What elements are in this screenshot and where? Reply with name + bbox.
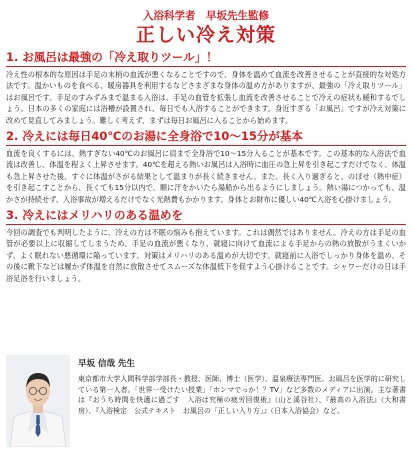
section-body-3: 今回の調査でも判明したように、冷えの方は不眠の悩みも抱えています。これは偶然ではありません。冷えの方は手足の血管が必要以上に収縮してしまうため、手足の血流が悪くなり、就寝に向けて血流による手足からの熱の放散がうまくいかず、よく眠れない悪循環に陥っています。対策はメリハリのある温めが大切です。就寝前に入浴でしっかり身体を温め、その後に靴下などは履かず体温を自然に放散させてスムーズな体温低下を促すよう心掛けることです。シャワーだけの日は手浴足浴を行いましょう。: [6, 228, 406, 283]
section-heading-text-1a: お風呂は最強の: [22, 50, 103, 64]
section-body-2: 血流を良くするには、熱すぎない40℃のお風呂に肩まで全身浴で10〜15分入ることが基本です。この基本的な入浴法で血流は改善し、体温を程よく上昇させます。40℃を超える熱いお風呂は入浴時に血圧の急上昇を引き起こすだけでなく、体温も急上昇させた後、すぐに体温がさがる結果として温まりが長く続きません。また、長く入り過ぎると、のぼせ（熱中症）を引き起こすことから、長くても15分以内で、額に汗をかいたら湯船から出るようにしましょう。熱い湯につかっても、温かさが持続せず、入浴事故が増えるだけでなく光熱費もかかります。身体とお財布に優しい40℃入浴を心掛けましょう。: [6, 149, 406, 204]
section-heading-1: [6, 50, 406, 67]
profile-text: [78, 357, 406, 416]
section-heading-3: [6, 208, 406, 225]
section-number-2: 2.: [6, 129, 19, 144]
section-heading-highlight-3: メリハリのある温めを: [68, 208, 184, 223]
section-body-1: 冷え性の根本的な原因は手足の末梢の血流が悪くなることですので、身体を温めて血流を改善させることが直接的な対処方法です。温かいものを食べる、暖房器具を利用するなどさまざまな身体の温め方がありますが、最強の「冷え取りツール」はお風呂です。手足のすみずみまで温まる入浴は、手足の血管を拡張し血流を改善させることで冷えの症状も緩和するでしょう。日本の多くの家庭には浴槽が設置され、毎日でも入浴することができます。身近すぎる「お風呂」ですが冷え対策に改めて見直してみましょう。難しく考えず、まずは毎日お風呂に入ることから始めます。: [6, 70, 406, 125]
profile-bio: 東京都市大学人間科学部学部長・教授、医師、博士（医学）、温泉療法専門医。お風呂を医学的に研究している第一人者。「世界一受けたい授業」「ホンマでっか！？TV」など多数のメディアに出演。主な著書は『おうち時間を快適に過ごす 入浴は究極の疲労回復術』（山と溪谷社）、『最高の入浴法』（大和書房）、『入浴検定 公式テキスト お風呂の「正しい入り方」』（日本入浴協会）など。: [78, 375, 406, 415]
section-2: [6, 129, 406, 205]
header: [6, 0, 406, 47]
profile-block: [6, 355, 406, 447]
section-heading-text-1b: ！: [206, 50, 218, 64]
profile-name: 早坂 信哉 先生: [78, 359, 135, 369]
section-heading-2: [6, 129, 406, 146]
section-heading-text-3a: 冷えには: [22, 208, 69, 223]
section-heading-text-2: 冷えには毎日40℃のお湯に全身浴で10〜15分が基本: [22, 129, 303, 144]
section-number-1: 1.: [6, 50, 19, 64]
section-number-3: 3.: [6, 208, 19, 223]
supervisor-label: 入浴科学者 早坂先生監修: [143, 10, 269, 22]
doctor-portrait-icon: [6, 355, 70, 447]
section-3: [6, 208, 406, 284]
section-heading-highlight-1: 「冷え取りツール」: [102, 50, 207, 64]
page-title: 正しい冷え対策: [135, 24, 276, 46]
section-1: [6, 50, 406, 126]
